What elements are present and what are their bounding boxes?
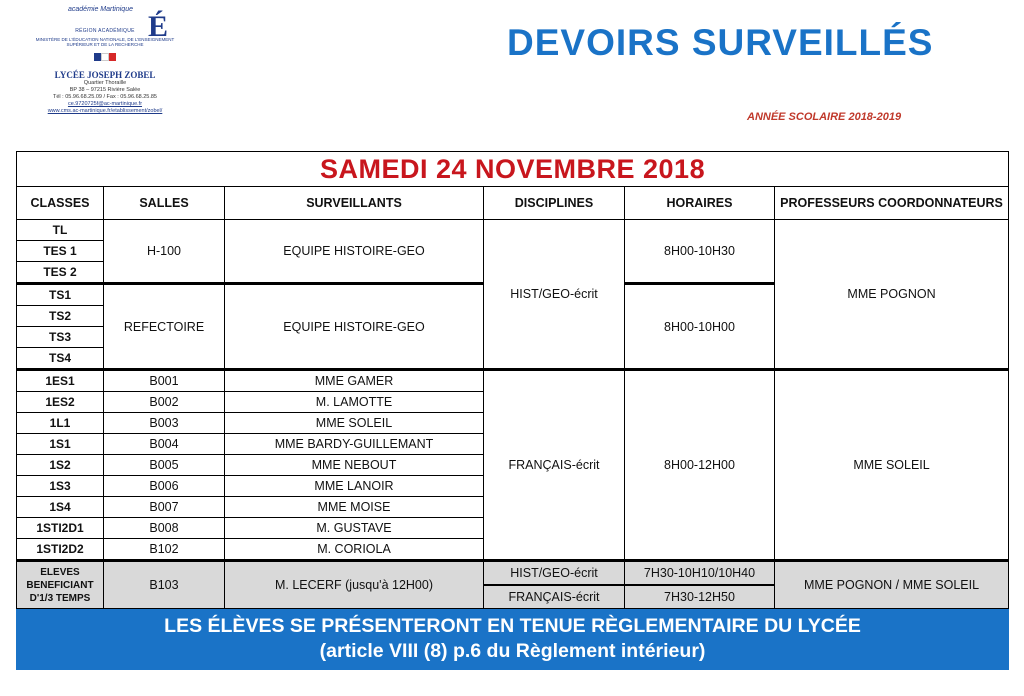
lycee-bp: BP 38 – 97215 Rivière Salée (69, 87, 141, 93)
class-cell: 1STI2D2 (17, 539, 104, 561)
lycee-tel: Tél : 05.96.68.25.09 / Fax : 05.96.68.25.85 (53, 94, 157, 100)
header-salles: SALLES (104, 187, 225, 220)
page-title: DEVOIRS SURVEILLÉS (507, 22, 934, 63)
class-cell: TS3 (17, 327, 104, 348)
surveillant-cell: M. LECERF (jusqu'à 12H00) (225, 561, 484, 609)
french-flag-icon (94, 53, 116, 61)
class-cell: 1S1 (17, 434, 104, 455)
class-cell: TES 2 (17, 262, 104, 284)
salle-cell: B103 (104, 561, 225, 609)
class-cell: 1STI2D1 (17, 518, 104, 539)
horaire-cell: 7H30-10H10/10H40 (625, 561, 775, 586)
salle-cell: B002 (104, 392, 225, 413)
region-label: RÉGION ACADÉMIQUE (75, 28, 135, 34)
surveillant-cell: M. CORIOLA (225, 539, 484, 561)
surveillant-cell: M. LAMOTTE (225, 392, 484, 413)
salle-cell: B102 (104, 539, 225, 561)
header-disciplines: DISCIPLINES (484, 187, 625, 220)
uniform-notice (17, 609, 1009, 670)
surveillant-cell: MME BARDY-GUILLEMANT (225, 434, 484, 455)
class-cell: TS1 (17, 284, 104, 306)
salle-cell: REFECTOIRE (104, 284, 225, 370)
class-cell: 1L1 (17, 413, 104, 434)
salle-cell: B001 (104, 370, 225, 392)
salle-cell: B007 (104, 497, 225, 518)
class-cell: TES 1 (17, 241, 104, 262)
surveillant-cell: EQUIPE HISTOIRE-GEO (225, 284, 484, 370)
class-cell-tiers-temps: ELEVES BENEFICIANT D'1/3 TEMPS (17, 561, 104, 609)
header-surveillants: SURVEILLANTS (225, 187, 484, 220)
exam-date: SAMEDI 24 NOVEMBRE 2018 (17, 152, 1009, 187)
school-logo (30, 6, 180, 115)
schedule-table (16, 151, 1009, 670)
salle-cell: B003 (104, 413, 225, 434)
discipline-cell: FRANÇAIS-écrit (484, 585, 625, 609)
discipline-cell: FRANÇAIS-écrit (484, 370, 625, 561)
surveillant-cell: MME GAMER (225, 370, 484, 392)
surveillant-cell: EQUIPE HISTOIRE-GEO (225, 220, 484, 284)
surveillant-cell: MME NEBOUT (225, 455, 484, 476)
academie-letter-logo: É (148, 10, 169, 43)
professeur-cell: MME POGNON / MME SOLEIL (775, 561, 1009, 609)
salle-cell: B004 (104, 434, 225, 455)
salle-cell: H-100 (104, 220, 225, 284)
class-cell: TL (17, 220, 104, 241)
salle-cell: B006 (104, 476, 225, 497)
lycee-email-link[interactable]: ce.9720725f@ac-martinique.fr (67, 101, 143, 107)
ministere-label: MINISTÈRE DE L'ÉDUCATION NATIONALE, DE L'ENSEIGNEMENT SUPÉRIEUR ET DE LA RECHERCHE (35, 37, 175, 47)
class-cell: 1S4 (17, 497, 104, 518)
surveillant-cell: MME LANOIR (225, 476, 484, 497)
horaire-cell: 8H00-10H30 (625, 220, 775, 284)
lycee-web-link[interactable]: www.cms.ac-martinique.fr/etablissement/zobel/ (47, 108, 163, 114)
surveillant-cell: MME SOLEIL (225, 413, 484, 434)
class-cell: 1ES1 (17, 370, 104, 392)
class-cell: TS2 (17, 306, 104, 327)
academie-label: académie Martinique (68, 6, 133, 13)
school-year: ANNÉE SCOLAIRE 2018-2019 (747, 111, 902, 123)
salle-cell: B005 (104, 455, 225, 476)
class-cell: 1ES2 (17, 392, 104, 413)
class-cell: TS4 (17, 348, 104, 370)
class-cell: 1S2 (17, 455, 104, 476)
discipline-cell: HIST/GEO-écrit (484, 220, 625, 370)
salle-cell: B008 (104, 518, 225, 539)
lycee-quartier: Quartier Thoraille (83, 80, 127, 86)
uniform-notice-line1: LES ÉLÈVES SE PRÉSENTERONT EN TENUE RÈGLEMENTAIRE DU LYCÉE (164, 615, 861, 637)
surveillant-cell: M. GUSTAVE (225, 518, 484, 539)
horaire-cell: 8H00-12H00 (625, 370, 775, 561)
surveillant-cell: MME MOISE (225, 497, 484, 518)
class-cell: 1S3 (17, 476, 104, 497)
header-horaires: HORAIRES (625, 187, 775, 220)
professeur-cell: MME POGNON (775, 220, 1009, 370)
horaire-cell: 8H00-10H00 (625, 284, 775, 370)
discipline-cell: HIST/GEO-écrit (484, 561, 625, 586)
header-professeurs: PROFESSEURS COORDONNATEURS (775, 187, 1009, 220)
uniform-notice-line2: (article VIII (8) p.6 du Règlement intérieur) (319, 640, 706, 662)
lycee-name: LYCÉE JOSEPH ZOBEL (54, 70, 156, 80)
horaire-cell: 7H30-12H50 (625, 585, 775, 609)
professeur-cell: MME SOLEIL (775, 370, 1009, 561)
header-classes: CLASSES (17, 187, 104, 220)
